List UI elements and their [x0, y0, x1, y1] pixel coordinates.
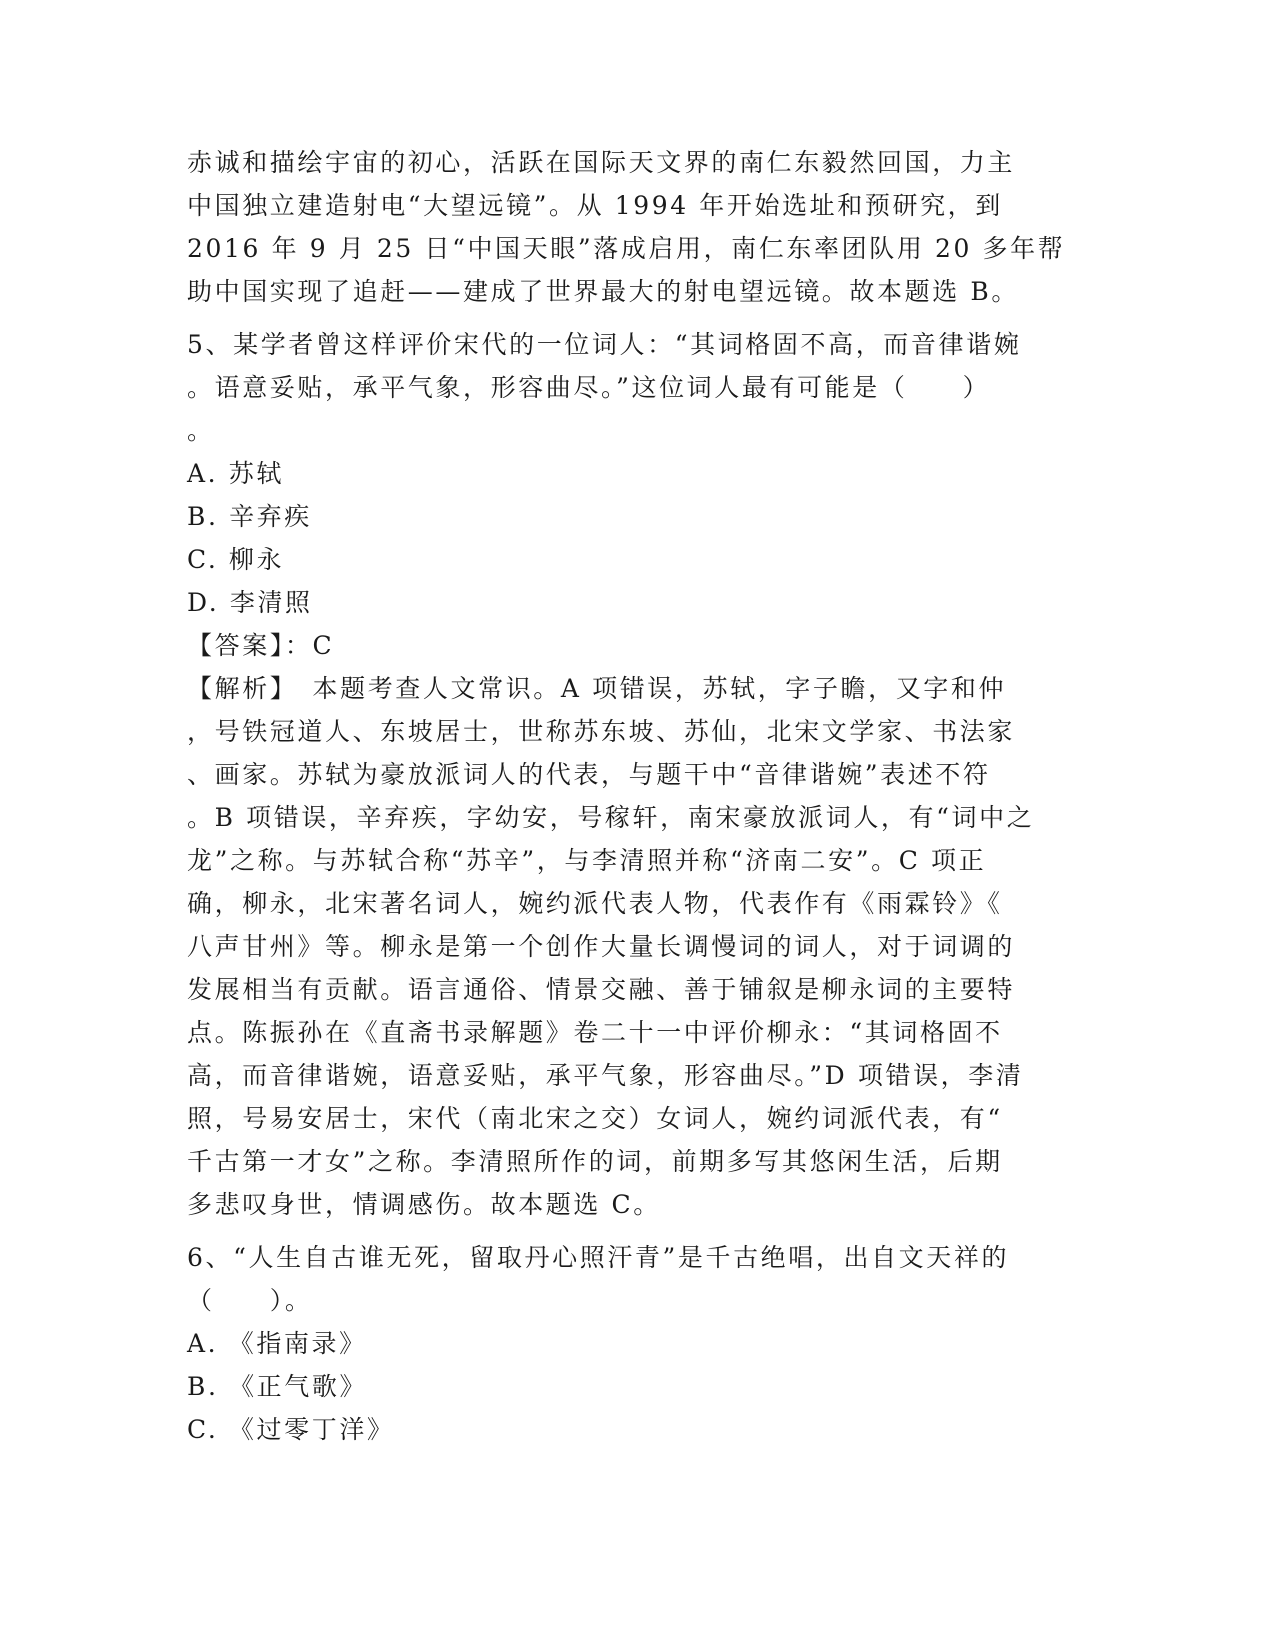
text-line: 2016 年 9 月 25 日“中国天眼”落成启用，南仁东率团队用 20 多年帮 [187, 234, 1066, 263]
question-stem-line: 6、“人生自古谁无死，留取丹心照汗青”是千古绝唱，出自文天祥的 [187, 1243, 1010, 1272]
analysis-line: 照，号易安居士，宋代（南北宋之交）女词人，婉约词派代表，有“ [187, 1104, 1003, 1133]
analysis-line: 【解析】 本题考查人文常识。A 项错误，苏轼，字子瞻，又字和仲 [187, 674, 1007, 703]
analysis-line: 点。陈振孙在《直斋书录解题》卷二十一中评价柳永：“其词格固不 [187, 1018, 1003, 1047]
spacer [187, 1226, 1087, 1236]
option-c: C. 《过零丁洋》 [187, 1415, 395, 1444]
question-6 [187, 1236, 1087, 1451]
answer-line: 【答案】：C [187, 631, 335, 660]
previous-analysis-tail [187, 141, 1087, 313]
analysis-line: 、画家。苏轼为豪放派词人的代表，与题干中“音律谐婉”表述不符 [187, 760, 991, 789]
analysis-line: 八声甘州》等。柳永是第一个创作大量长调慢词的词人，对于词调的 [187, 932, 1016, 961]
option-b: B. 辛弃疾 [187, 502, 312, 531]
option-a: A. 苏轼 [187, 459, 284, 488]
analysis-line: 高，而音律谐婉，语意妥贴，承平气象，形容曲尽。”D 项错误，李清 [187, 1061, 1024, 1090]
option-b: B. 《正气歌》 [187, 1372, 368, 1401]
text-line: 助中国实现了追赶——建成了世界最大的射电望远镜。故本题选 B。 [187, 277, 1019, 306]
analysis-line: 确，柳永，北宋著名词人，婉约派代表人物，代表作有《雨霖铃》《 [187, 889, 1003, 918]
question-stem-line: 。 [187, 416, 215, 445]
question-stem-line: 。语意妥贴，承平气象，形容曲尽。”这位词人最有可能是（ ） [187, 373, 991, 402]
text-line: 赤诚和描绘宇宙的初心，活跃在国际天文界的南仁东毅然回国，力主 [187, 148, 1016, 177]
text-line: 中国独立建造射电“大望远镜”。从 1994 年开始选址和预研究，到 [187, 191, 1003, 220]
analysis-line: 龙”之称。与苏轼合称“苏辛”，与李清照并称“济南二安”。C 项正 [187, 846, 987, 875]
option-c: C. 柳永 [187, 545, 285, 574]
option-d: D. 李清照 [187, 588, 313, 617]
analysis-line: 千古第一才女”之称。李清照所作的词，前期多写其悠闲生活，后期 [187, 1147, 1003, 1176]
analysis-line: ，号铁冠道人、东坡居士，世称苏东坡、苏仙，北宋文学家、书法家 [187, 717, 1016, 746]
analysis-line: 发展相当有贡献。语言通俗、情景交融、善于铺叙是柳永词的主要特 [187, 975, 1016, 1004]
question-stem-line: 5、某学者曾这样评价宋代的一位词人：“其词格固不高，而音律谐婉 [187, 330, 1022, 359]
question-stem-line: （ ）。 [187, 1286, 313, 1315]
spacer [187, 313, 1087, 323]
option-a: A. 《指南录》 [187, 1329, 367, 1358]
question-5 [187, 323, 1087, 1226]
analysis-line: 多悲叹身世，情调感伤。故本题选 C。 [187, 1190, 661, 1219]
analysis-line: 。B 项错误，辛弃疾，字幼安，号稼轩，南宋豪放派词人，有“词中之 [187, 803, 1035, 832]
document-page [187, 141, 1087, 1451]
